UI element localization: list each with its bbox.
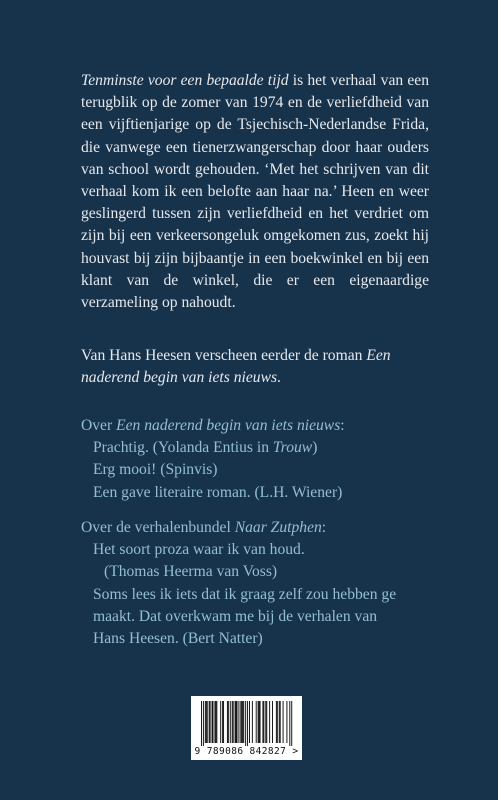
barcode-bar xyxy=(272,701,273,743)
barcode-bar xyxy=(242,701,243,743)
barcode-bar xyxy=(230,701,231,743)
barcode-bar xyxy=(203,701,204,746)
barcode-bar xyxy=(209,701,210,743)
barcode-bar xyxy=(247,701,248,746)
quotes-heading: Over de verhalenbundel Naar Zutphen: xyxy=(81,519,327,536)
barcode-bar xyxy=(205,701,206,743)
barcode-bar xyxy=(258,701,259,743)
barcode-bar xyxy=(266,701,267,743)
barcode-bar xyxy=(241,701,242,743)
barcode-bar xyxy=(265,701,266,743)
quote-item: Het soort proza waar ik van houd. (Thomas Heerma van Voss) xyxy=(93,541,305,581)
quotes-story-collection xyxy=(81,517,441,650)
quote-item: Prachtig. (Yolanda Entius in Trouw) xyxy=(93,439,318,457)
barcode-bar xyxy=(232,701,233,743)
barcode-bar xyxy=(256,701,257,743)
author-note-end: . xyxy=(277,369,281,387)
barcode-bar xyxy=(279,701,280,743)
barcode-bar xyxy=(289,701,290,746)
barcode-bar xyxy=(245,701,246,746)
isbn-digits: 9 789086 842827 > xyxy=(194,746,299,757)
author-note-text: Van Hans Heesen verscheen eerder de roman xyxy=(81,347,367,364)
barcode-bar xyxy=(222,701,223,743)
barcode-bars xyxy=(191,696,302,746)
barcode-bar xyxy=(252,701,253,743)
blurb-text: is het verhaal van een terugblik op de zomer van 1974 en de verliefdheid van een vijftienjarige op de Tsjechisch-Nederlandse Frida, die vanwege een tienerzwangerschap door haar ouders van school wordt gehouden. ‘Met het schrijven van dit verhaal kom ik een belofte aan haar na.’ Heen en weer geslingerd tussen zijn verliefdheid en het verdriet om zijn bij een verkeersongeluk omgekomen zus, zoekt hij houvast bij zijn bijbaantje in een boekwinkel en bij een klant van de winkel, die er een eigenaardige verzameling op nahoudt. xyxy=(81,72,429,312)
book-title: Tenminste voor een bepaalde tijd xyxy=(81,72,289,89)
quote-item: Erg mooi! (Spinvis) xyxy=(93,461,218,479)
barcode-bar xyxy=(215,701,216,743)
barcode-bar xyxy=(269,701,270,743)
quote-item: Een gave literaire roman. (L.H. Wiener) xyxy=(93,483,343,501)
isbn-barcode xyxy=(191,696,302,760)
barcode-bar xyxy=(249,701,250,743)
barcode-bar xyxy=(277,701,278,743)
blurb-paragraph xyxy=(81,70,429,314)
barcode-bar xyxy=(260,701,261,743)
previous-novel-title: Een naderend begin van iets nieuws xyxy=(81,347,391,387)
barcode-bar xyxy=(263,701,264,743)
barcode-bar xyxy=(286,701,287,743)
barcode-bar xyxy=(216,701,217,743)
barcode-bar xyxy=(235,701,236,743)
blurb xyxy=(81,70,429,314)
barcode-bar xyxy=(228,701,229,743)
barcode-bar xyxy=(283,701,284,743)
quotes-heading: Over Een naderend begin van iets nieuws: xyxy=(81,417,345,434)
barcode-bar xyxy=(240,701,241,743)
barcode-bar xyxy=(220,701,221,743)
barcode-bar xyxy=(276,701,277,743)
barcode-bar xyxy=(212,701,213,743)
barcode-bar xyxy=(207,701,208,743)
barcode-bar xyxy=(213,701,214,743)
barcode-bar xyxy=(259,701,260,743)
barcode-bar xyxy=(236,701,237,743)
quotes-previous-novel xyxy=(81,415,441,504)
quote-item: Soms lees ik iets dat ik graag zelf zou hebben ge maakt. Dat overkwam me bij de verhalen van Hans Heesen. (Bert Natter) xyxy=(93,585,397,648)
author-note xyxy=(81,345,429,389)
barcode-bar xyxy=(201,701,202,746)
barcode-bar xyxy=(233,701,234,743)
barcode-bar xyxy=(262,701,263,743)
barcode-bar xyxy=(214,701,215,743)
barcode-bar xyxy=(237,701,238,743)
barcode-bar xyxy=(210,701,211,743)
barcode-bar xyxy=(238,701,239,743)
barcode-bar xyxy=(206,701,207,743)
barcode-bar xyxy=(280,701,281,743)
barcode-bar xyxy=(223,701,224,743)
barcode-bar xyxy=(243,701,244,743)
barcode-bar xyxy=(227,701,228,743)
barcode-bar xyxy=(291,701,292,746)
